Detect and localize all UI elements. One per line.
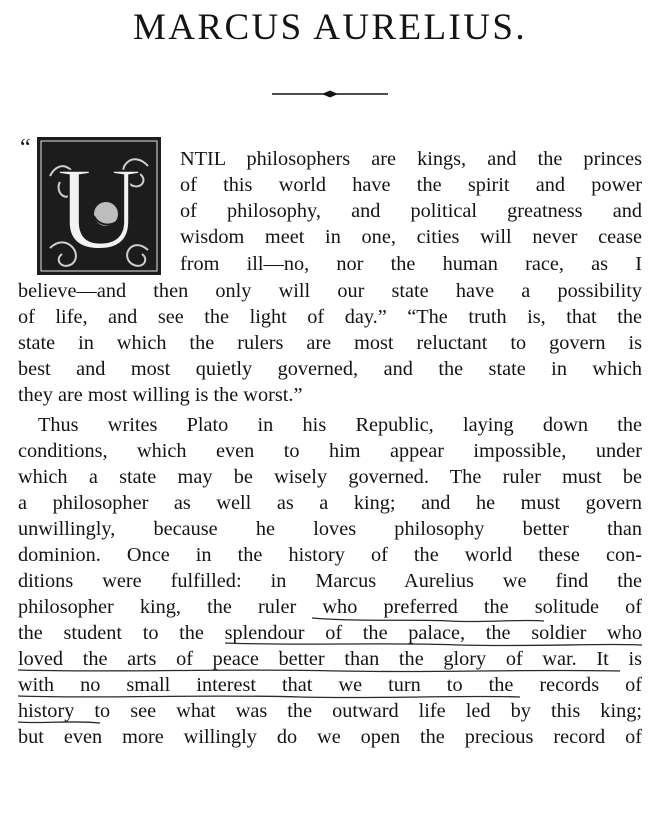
text-line: philosopher king, the ruler who preferred the solitude of [18,596,642,618]
text-line: a philosopher as well as a king; and he must govern [18,492,642,514]
text-line: wisdom meet in one, cities will never cease [180,226,642,248]
opening-quote-mark: “ [20,135,31,161]
text-line: believe—and then only will our state have a possibility [18,280,642,302]
text-line: best and most quietly governed, and the state in which [18,358,642,380]
text-line: of philosophy, and political greatness and [180,200,642,222]
decorated-dropcap-initial [36,136,162,276]
text-line: of this world have the spirit and power [180,174,642,196]
text-line: NTIL philosophers are kings, and the princes [180,148,642,170]
text-line: state in which the rulers are most reluctant to govern is [18,332,642,354]
chapter-title: MARCUS AURELIUS. [132,7,528,48]
text-line: from ill—no, nor the human race, as I [180,253,642,275]
text-line: Thus writes Plato in his Republic, laying down the [38,414,642,436]
text-line: but even more willingly do we open the precious record of [18,726,642,748]
dropcap-letter: U [56,143,142,274]
text-line: history to see what was the outward life led by this king; [18,700,642,722]
text-line: loved the arts of peace better than the glory of war. It is [18,648,642,670]
text-line: of life, and see the light of day.” “The truth is, that the [18,306,642,328]
text-line: conditions, which even to him appear impossible, under [18,440,642,462]
text-line: ditions were fulfilled: in Marcus Aurelius we find the [18,570,642,592]
text-line: they are most willing is the worst.” [18,384,303,406]
text-line: unwillingly, because he loves philosophy better than [18,518,642,540]
text-line: the student to the splendour of the palace, the soldier who [18,622,642,644]
text-line: which a state may be wisely governed. The ruler must be [18,466,642,488]
text-line: with no small interest that we turn to the records of [18,674,642,696]
text-line: dominion. Once in the history of the world these con- [18,544,642,566]
title-ornament [270,88,390,100]
